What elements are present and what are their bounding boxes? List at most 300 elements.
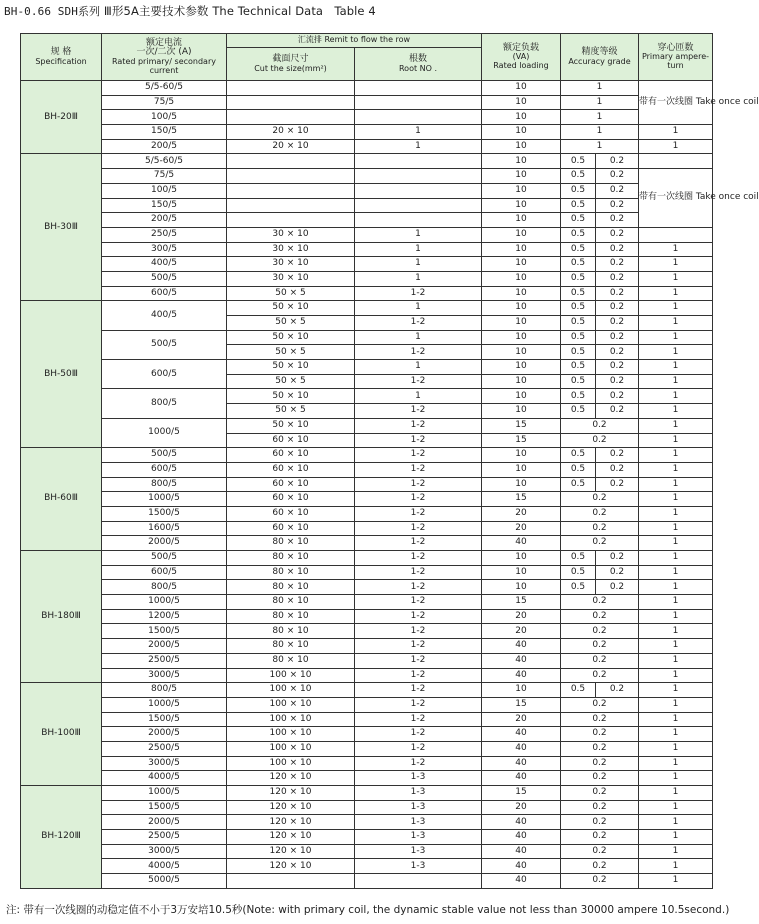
ampere-turn-cell: 1 (639, 139, 713, 154)
accuracy-cell: 0.2 (596, 551, 639, 566)
rated-load-cell: 10 (482, 448, 561, 463)
cut-size-cell: 50 × 5 (227, 316, 355, 331)
accuracy-cell: 0.2 (596, 477, 639, 492)
accuracy-cell: 0.2 (596, 183, 639, 198)
root-number-cell: 1-2 (355, 506, 482, 521)
accuracy-cell: 0.2 (596, 565, 639, 580)
root-number-cell (355, 874, 482, 889)
ampere-turn-cell: 1 (639, 815, 713, 830)
root-number-cell: 1-2 (355, 492, 482, 507)
rated-current-cell: 2500/5 (102, 741, 227, 756)
root-number-cell: 1-2 (355, 345, 482, 360)
accuracy-cell: 0.2 (561, 668, 639, 683)
table-row (21, 609, 713, 624)
root-number-cell: 1-3 (355, 771, 482, 786)
rated-load-cell: 40 (482, 653, 561, 668)
table-row (21, 154, 713, 169)
root-number-cell (355, 169, 482, 184)
rated-load-cell: 20 (482, 800, 561, 815)
cut-size-cell (227, 198, 355, 213)
root-number-cell: 1-2 (355, 286, 482, 301)
cut-size-cell: 80 × 10 (227, 639, 355, 654)
rated-load-cell: 10 (482, 183, 561, 198)
ampere-turn-cell: 1 (639, 330, 713, 345)
rated-current-cell: 500/5 (102, 271, 227, 286)
cut-size-cell (227, 95, 355, 110)
technical-data-table (20, 33, 759, 889)
rated-load-cell: 15 (482, 786, 561, 801)
ampere-turn-cell: 1 (639, 874, 713, 889)
cut-size-cell: 60 × 10 (227, 492, 355, 507)
rated-current-cell: 3000/5 (102, 668, 227, 683)
ampere-turn-cell: 1 (639, 727, 713, 742)
accuracy-cell: 0.5 (561, 580, 596, 595)
ampere-turn-cell: 1 (639, 830, 713, 845)
take-once-coil-note: 带有一次线圈 Take once coil (639, 169, 713, 228)
root-number-cell: 1 (355, 227, 482, 242)
ampere-turn-cell: 1 (639, 125, 713, 140)
rated-current-cell: 1000/5 (102, 595, 227, 610)
root-number-cell: 1-2 (355, 536, 482, 551)
table-row (21, 418, 713, 433)
spec-cell: BH-120Ⅲ (21, 786, 102, 889)
root-number-cell (355, 110, 482, 125)
root-number-cell: 1-2 (355, 756, 482, 771)
ampere-turn-cell: 1 (639, 286, 713, 301)
accuracy-cell: 0.2 (596, 213, 639, 228)
ampere-turn-cell: 1 (639, 639, 713, 654)
ampere-turn-cell: 1 (639, 521, 713, 536)
accuracy-cell: 0.5 (561, 551, 596, 566)
cut-size-cell: 80 × 10 (227, 536, 355, 551)
table-row (21, 771, 713, 786)
accuracy-cell: 0.2 (596, 330, 639, 345)
root-number-cell: 1-2 (355, 565, 482, 580)
ampere-turn-cell: 1 (639, 345, 713, 360)
ampere-turn-cell: 1 (639, 536, 713, 551)
rated-current-cell: 3000/5 (102, 844, 227, 859)
accuracy-cell: 1 (561, 139, 639, 154)
table-row (21, 139, 713, 154)
table-row (21, 330, 713, 345)
accuracy-cell: 0.2 (596, 316, 639, 331)
accuracy-cell: 0.2 (561, 800, 639, 815)
ampere-turn-cell: 1 (639, 462, 713, 477)
rated-current-cell: 800/5 (102, 580, 227, 595)
rated-load-cell: 10 (482, 301, 561, 316)
table-row (21, 844, 713, 859)
accuracy-cell: 0.2 (561, 595, 639, 610)
accuracy-cell: 0.2 (561, 771, 639, 786)
rated-load-cell: 20 (482, 609, 561, 624)
rated-load-cell: 10 (482, 198, 561, 213)
accuracy-cell: 0.2 (596, 301, 639, 316)
table-row (21, 183, 713, 198)
ampere-turn-cell: 1 (639, 683, 713, 698)
rated-load-cell: 10 (482, 580, 561, 595)
rated-load-cell: 10 (482, 154, 561, 169)
table-row (21, 257, 713, 272)
rated-load-cell: 20 (482, 712, 561, 727)
header-rated-load: 额定负载 (VA) Rated loading (482, 34, 561, 81)
table-row (21, 492, 713, 507)
cut-size-cell: 60 × 10 (227, 462, 355, 477)
root-number-cell: 1 (355, 360, 482, 375)
accuracy-cell: 0.2 (561, 418, 639, 433)
root-number-cell: 1 (355, 330, 482, 345)
rated-current-cell: 2000/5 (102, 536, 227, 551)
rated-current-cell: 75/5 (102, 95, 227, 110)
rated-load-cell: 40 (482, 771, 561, 786)
accuracy-cell: 0.2 (561, 697, 639, 712)
accuracy-cell: 0.2 (561, 624, 639, 639)
cut-size-cell: 120 × 10 (227, 844, 355, 859)
table-row (21, 521, 713, 536)
rated-current-cell: 400/5 (102, 257, 227, 272)
root-number-cell (355, 95, 482, 110)
table-row (21, 756, 713, 771)
rated-current-cell: 800/5 (102, 683, 227, 698)
cut-size-cell (227, 874, 355, 889)
table-row (21, 95, 713, 110)
table-row (21, 110, 713, 125)
accuracy-cell: 0.2 (596, 360, 639, 375)
root-number-cell: 1-2 (355, 727, 482, 742)
rated-current-cell: 5/5-60/5 (102, 81, 227, 96)
rated-load-cell: 15 (482, 418, 561, 433)
cut-size-cell: 50 × 10 (227, 301, 355, 316)
cut-size-cell (227, 213, 355, 228)
rated-current-cell: 200/5 (102, 139, 227, 154)
rated-current-cell: 800/5 (102, 389, 227, 418)
accuracy-cell: 0.2 (596, 448, 639, 463)
accuracy-cell: 0.2 (596, 404, 639, 419)
accuracy-cell: 0.5 (561, 462, 596, 477)
cut-size-cell: 80 × 10 (227, 609, 355, 624)
table-row (21, 639, 713, 654)
header-busbar: 汇流排 Remit to flow the row (227, 34, 482, 48)
root-number-cell: 1-3 (355, 786, 482, 801)
rated-current-cell: 1200/5 (102, 609, 227, 624)
accuracy-cell: 0.2 (596, 345, 639, 360)
cut-size-cell: 120 × 10 (227, 815, 355, 830)
cut-size-cell: 100 × 10 (227, 727, 355, 742)
root-number-cell: 1-2 (355, 551, 482, 566)
rated-load-cell: 20 (482, 506, 561, 521)
cut-size-cell: 100 × 10 (227, 756, 355, 771)
accuracy-cell: 0.2 (596, 580, 639, 595)
accuracy-cell: 0.2 (596, 242, 639, 257)
accuracy-cell: 1 (561, 95, 639, 110)
cut-size-cell: 120 × 10 (227, 830, 355, 845)
rated-current-cell: 300/5 (102, 242, 227, 257)
rated-load-cell: 10 (482, 374, 561, 389)
cut-size-cell: 50 × 5 (227, 345, 355, 360)
rated-current-cell: 2500/5 (102, 653, 227, 668)
rated-current-cell: 5/5-60/5 (102, 154, 227, 169)
cut-size-cell: 80 × 10 (227, 551, 355, 566)
rated-current-cell: 1500/5 (102, 506, 227, 521)
rated-load-cell: 40 (482, 727, 561, 742)
accuracy-cell: 0.5 (561, 404, 596, 419)
ampere-turn-cell: 1 (639, 374, 713, 389)
rated-load-cell: 10 (482, 360, 561, 375)
accuracy-cell: 1 (561, 110, 639, 125)
accuracy-cell: 0.2 (561, 433, 639, 448)
cut-size-cell: 120 × 10 (227, 786, 355, 801)
cut-size-cell: 50 × 5 (227, 286, 355, 301)
accuracy-cell: 0.2 (561, 609, 639, 624)
ampere-turn-cell: 1 (639, 771, 713, 786)
accuracy-cell: 0.2 (561, 830, 639, 845)
root-number-cell: 1-3 (355, 859, 482, 874)
table-row (21, 859, 713, 874)
rated-load-cell: 15 (482, 433, 561, 448)
accuracy-cell: 0.5 (561, 257, 596, 272)
accuracy-cell: 0.5 (561, 374, 596, 389)
header-cut-size: 截面尺寸 Cut the size(mm²) (227, 48, 355, 81)
table-row (21, 815, 713, 830)
root-number-cell: 1 (355, 257, 482, 272)
title-english: The Technical Data (212, 4, 324, 18)
rated-current-cell: 2000/5 (102, 727, 227, 742)
rated-load-cell: 20 (482, 521, 561, 536)
ampere-turn-cell: 1 (639, 756, 713, 771)
rated-load-cell: 40 (482, 741, 561, 756)
root-number-cell: 1-2 (355, 697, 482, 712)
rated-load-cell: 10 (482, 404, 561, 419)
cut-size-cell: 50 × 10 (227, 389, 355, 404)
root-number-cell: 1-2 (355, 477, 482, 492)
rated-current-cell: 1500/5 (102, 800, 227, 815)
accuracy-cell: 0.5 (561, 345, 596, 360)
ampere-turn-cell: 1 (639, 477, 713, 492)
ampere-turn-cell: 1 (639, 859, 713, 874)
header-rated-current: 额定电流 一次/二次 (A) Rated primary/ secondary current (102, 34, 227, 81)
accuracy-cell: 0.5 (561, 477, 596, 492)
cut-size-cell: 80 × 10 (227, 565, 355, 580)
header-root-number: 根数 Root NO . (355, 48, 482, 81)
ampere-turn-cell: 1 (639, 609, 713, 624)
table-row (21, 125, 713, 140)
table-row (21, 462, 713, 477)
root-number-cell: 1 (355, 389, 482, 404)
ampere-turn-cell: 1 (639, 301, 713, 316)
cut-size-cell (227, 81, 355, 96)
rated-load-cell: 40 (482, 844, 561, 859)
table-row (21, 301, 713, 316)
accuracy-cell: 0.5 (561, 683, 596, 698)
root-number-cell: 1-2 (355, 418, 482, 433)
ampere-turn-cell: 1 (639, 360, 713, 375)
ampere-turn-cell: 1 (639, 271, 713, 286)
accuracy-cell: 0.2 (561, 756, 639, 771)
root-number-cell: 1-2 (355, 683, 482, 698)
rated-current-cell: 500/5 (102, 330, 227, 359)
cut-size-cell: 20 × 10 (227, 125, 355, 140)
table-row (21, 712, 713, 727)
rated-load-cell: 10 (482, 110, 561, 125)
root-number-cell: 1-2 (355, 595, 482, 610)
cut-size-cell (227, 110, 355, 125)
root-number-cell: 1-2 (355, 668, 482, 683)
cut-size-cell: 50 × 10 (227, 330, 355, 345)
cut-size-cell: 30 × 10 (227, 271, 355, 286)
rated-current-cell: 1000/5 (102, 492, 227, 507)
accuracy-cell: 0.5 (561, 213, 596, 228)
rated-current-cell: 1600/5 (102, 521, 227, 536)
title-subtitle: Ⅲ形5A主要技术参数 (103, 4, 209, 18)
rated-load-cell: 40 (482, 859, 561, 874)
accuracy-cell: 0.2 (561, 492, 639, 507)
rated-load-cell: 10 (482, 139, 561, 154)
accuracy-cell: 0.2 (561, 727, 639, 742)
accuracy-cell: 0.2 (596, 227, 639, 242)
accuracy-cell: 1 (561, 81, 639, 96)
rated-load-cell: 10 (482, 242, 561, 257)
accuracy-cell: 0.2 (561, 786, 639, 801)
rated-load-cell: 10 (482, 213, 561, 228)
ampere-turn-cell: 1 (639, 404, 713, 419)
accuracy-cell: 0.5 (561, 169, 596, 184)
accuracy-cell: 0.2 (596, 169, 639, 184)
root-number-cell: 1-3 (355, 830, 482, 845)
cut-size-cell: 120 × 10 (227, 771, 355, 786)
rated-current-cell: 3000/5 (102, 756, 227, 771)
cut-size-cell: 80 × 10 (227, 595, 355, 610)
accuracy-cell: 0.5 (561, 565, 596, 580)
accuracy-cell: 0.5 (561, 316, 596, 331)
rated-load-cell: 20 (482, 624, 561, 639)
accuracy-cell: 0.5 (561, 183, 596, 198)
cut-size-cell (227, 154, 355, 169)
rated-load-cell: 10 (482, 462, 561, 477)
cut-size-cell: 120 × 10 (227, 859, 355, 874)
accuracy-cell: 0.2 (561, 639, 639, 654)
rated-load-cell: 10 (482, 271, 561, 286)
root-number-cell: 1 (355, 125, 482, 140)
cut-size-cell: 80 × 10 (227, 580, 355, 595)
rated-current-cell: 600/5 (102, 462, 227, 477)
rated-current-cell: 1500/5 (102, 712, 227, 727)
table-row (21, 448, 713, 463)
cut-size-cell: 50 × 10 (227, 418, 355, 433)
ampere-turn-cell (639, 227, 713, 242)
ampere-turn-cell: 1 (639, 741, 713, 756)
root-number-cell (355, 154, 482, 169)
accuracy-cell: 0.2 (561, 741, 639, 756)
rated-current-cell: 600/5 (102, 286, 227, 301)
cut-size-cell (227, 183, 355, 198)
rated-load-cell: 10 (482, 125, 561, 140)
cut-size-cell: 50 × 5 (227, 374, 355, 389)
root-number-cell: 1 (355, 301, 482, 316)
cut-size-cell: 30 × 10 (227, 257, 355, 272)
rated-current-cell: 4000/5 (102, 771, 227, 786)
rated-current-cell: 2000/5 (102, 639, 227, 654)
title-table-number: Table 4 (334, 4, 376, 18)
spec-cell: BH-100Ⅲ (21, 683, 102, 786)
ampere-turn-cell: 1 (639, 653, 713, 668)
root-number-cell: 1-2 (355, 624, 482, 639)
ampere-turn-cell: 1 (639, 668, 713, 683)
table-row (21, 169, 713, 184)
table-row (21, 580, 713, 595)
ampere-turn-cell: 1 (639, 389, 713, 404)
rated-load-cell: 10 (482, 565, 561, 580)
table-row (21, 668, 713, 683)
ampere-turn-cell: 1 (639, 433, 713, 448)
cut-size-cell: 50 × 10 (227, 360, 355, 375)
ampere-turn-cell (639, 154, 713, 169)
spec-cell: BH-50Ⅲ (21, 301, 102, 448)
accuracy-cell: 0.2 (561, 521, 639, 536)
rated-current-cell: 200/5 (102, 213, 227, 228)
ampere-turn-cell: 1 (639, 551, 713, 566)
cut-size-cell: 100 × 10 (227, 712, 355, 727)
rated-current-cell: 2500/5 (102, 830, 227, 845)
table-row (21, 536, 713, 551)
accuracy-cell: 0.2 (596, 198, 639, 213)
header-accuracy: 精度等级 Accuracy grade (561, 34, 639, 81)
table-row (21, 242, 713, 257)
cut-size-cell: 60 × 10 (227, 477, 355, 492)
table-row (21, 286, 713, 301)
ampere-turn-cell: 1 (639, 242, 713, 257)
accuracy-cell: 0.2 (596, 389, 639, 404)
rated-load-cell: 10 (482, 389, 561, 404)
table-row (21, 506, 713, 521)
rated-current-cell: 100/5 (102, 183, 227, 198)
accuracy-cell: 0.2 (561, 874, 639, 889)
root-number-cell: 1-3 (355, 844, 482, 859)
accuracy-cell: 0.2 (561, 506, 639, 521)
accuracy-cell: 0.5 (561, 271, 596, 286)
table-row (21, 198, 713, 213)
root-number-cell: 1-3 (355, 800, 482, 815)
rated-load-cell: 10 (482, 95, 561, 110)
rated-load-cell: 40 (482, 830, 561, 845)
root-number-cell: 1 (355, 271, 482, 286)
cut-size-cell: 30 × 10 (227, 227, 355, 242)
accuracy-cell: 0.2 (561, 844, 639, 859)
rated-load-cell: 40 (482, 874, 561, 889)
root-number-cell: 1 (355, 139, 482, 154)
spec-cell: BH-20Ⅲ (21, 81, 102, 154)
accuracy-cell: 0.2 (596, 374, 639, 389)
root-number-cell: 1-2 (355, 741, 482, 756)
ampere-turn-cell: 1 (639, 800, 713, 815)
ampere-turn-cell: 1 (639, 418, 713, 433)
rated-load-cell: 10 (482, 227, 561, 242)
spec-cell: BH-60Ⅲ (21, 448, 102, 551)
rated-current-cell: 1500/5 (102, 624, 227, 639)
root-number-cell: 1-2 (355, 653, 482, 668)
root-number-cell: 1-2 (355, 462, 482, 477)
table-row (21, 653, 713, 668)
cut-size-cell: 100 × 10 (227, 683, 355, 698)
table-row (21, 227, 713, 242)
ampere-turn-cell: 1 (639, 506, 713, 521)
spec-cell: BH-180Ⅲ (21, 551, 102, 683)
rated-current-cell: 600/5 (102, 360, 227, 389)
accuracy-cell: 0.2 (596, 154, 639, 169)
root-number-cell: 1-3 (355, 815, 482, 830)
cut-size-cell: 60 × 10 (227, 521, 355, 536)
rated-load-cell: 10 (482, 257, 561, 272)
rated-current-cell: 5000/5 (102, 874, 227, 889)
rated-current-cell: 800/5 (102, 477, 227, 492)
